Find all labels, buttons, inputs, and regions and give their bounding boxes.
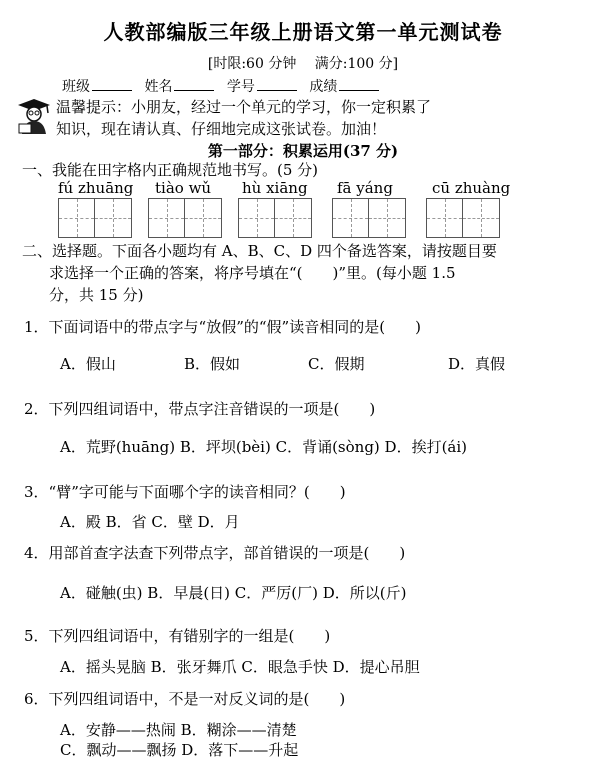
question-3-stem: 3．“臂”字可能与下面哪个字的读音相同？( ) (24, 483, 346, 501)
question-1-option-b[interactable]: B．假如 (184, 355, 241, 373)
section-one-heading: 一、我能在田字格内正确规范地书写。(5 分) (22, 161, 319, 179)
time-score-limits: [时限:60 分钟 满分:100 分] (207, 56, 399, 72)
tianzige-grid-3[interactable] (238, 198, 312, 238)
section-two-heading-2: 求选择一个正确的答案，将序号填在“( )”里。(每小题 1.5 (49, 264, 456, 282)
question-1-option-a[interactable]: A．假山 (60, 355, 116, 373)
class-label: 班级 (62, 79, 90, 95)
question-2-options[interactable]: A．荒野(huāng) B．坪坝(bèi) C．背诵(sòng) D．挨打(ái) (60, 438, 468, 456)
question-5-stem: 5．下列四组词语中，有错别字的一组是( ) (24, 627, 331, 645)
question-1-option-c[interactable]: C．假期 (308, 355, 365, 373)
name-label: 姓名 (144, 79, 173, 95)
tip-line-2: 知识，现在请认真、仔细地完成这张试卷。加油！ (56, 120, 387, 138)
score-blank[interactable] (339, 78, 379, 91)
question-5-options[interactable]: A．摇头晃脑 B．张牙舞爪 C．眼急手快 D．提心吊胆 (60, 658, 420, 676)
part-one-heading: 第一部分：积累运用(37 分) (207, 142, 399, 160)
student-mascot-icon (14, 97, 54, 135)
tianzige-grid-2[interactable] (148, 198, 222, 238)
pinyin-1: fú zhuāng (58, 179, 134, 197)
question-1-stem: 1．下面词语中的带点字与“放假”的“假”读音相同的是( ) (24, 318, 421, 336)
tianzige-grid-4[interactable] (332, 198, 406, 238)
question-6-stem: 6．下列四组词语中，不是一对反义词的是( ) (24, 690, 346, 708)
name-blank[interactable] (174, 78, 214, 91)
pinyin-5: cū zhuàng (432, 179, 511, 197)
section-two-heading-3: 分，共 15 分) (49, 286, 144, 304)
student-info-row (62, 76, 381, 96)
score-label: 成绩 (309, 79, 338, 95)
tip-line-1: 温馨提示：小朋友，经过一个单元的学习，你一定积累了 (56, 98, 432, 116)
number-blank[interactable] (257, 78, 297, 91)
number-label: 学号 (226, 79, 255, 95)
question-4-stem: 4．用部首查字法查下列带点字，部首错误的一项是( ) (24, 544, 406, 562)
question-3-options[interactable]: A．殿 B．省 C．壁 D．月 (60, 513, 240, 531)
tianzige-grid-5[interactable] (426, 198, 500, 238)
question-6-options-line-1[interactable]: A．安静——热闹 B．糊涂——清楚 (60, 721, 297, 739)
tianzige-grid-1[interactable] (58, 198, 132, 238)
page-title: 人教部编版三年级上册语文第一单元测试卷 (103, 20, 503, 44)
question-6-options-line-2[interactable]: C．飘动——飘扬 D．落下——升起 (60, 741, 299, 759)
question-1-option-d[interactable]: D．真假 (448, 355, 506, 373)
pinyin-2: tiào wǔ (155, 179, 212, 197)
class-blank[interactable] (92, 78, 132, 91)
pinyin-4: fā yáng (337, 179, 393, 197)
question-4-options[interactable]: A．碰触(虫) B．早晨(日) C．严厉(厂) D．所以(斤) (60, 584, 407, 602)
section-two-heading-1: 二、选择题。下面各小题均有 A、B、C、D 四个备选答案，请按题目要 (22, 242, 497, 260)
pinyin-3: hù xiāng (242, 179, 308, 197)
question-2-stem: 2．下列四组词语中，带点字注音错误的一项是( ) (24, 400, 376, 418)
